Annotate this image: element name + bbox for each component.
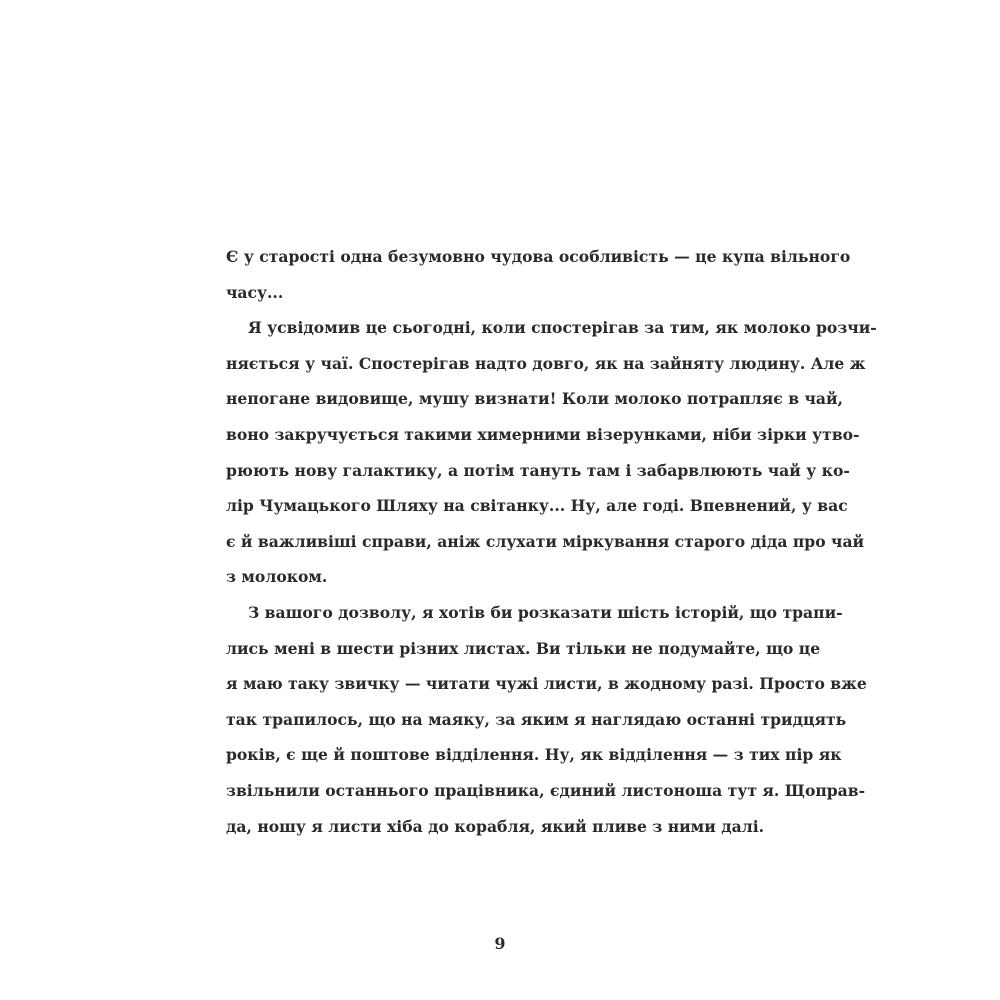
- body-text: [226, 239, 877, 844]
- text-line: є й важливіші справи, аніж слухати міркування старого діда про чай: [226, 531, 865, 551]
- text-line: років, є ще й поштове відділення. Ну, як відділення — з тих пір як: [226, 745, 842, 765]
- text-line: з молоком.: [226, 567, 328, 587]
- text-line: лір Чумацького Шляху на світанку... Ну, але годі. Впевнений, у вас: [226, 496, 848, 516]
- page-number: 9: [494, 934, 506, 953]
- text-line: я маю таку звичку — читати чужі листи, в жодному разі. Просто вже: [226, 674, 867, 694]
- text-line: да, ношу я листи хіба до корабля, який пливе з ними далі.: [226, 816, 765, 836]
- text-line: часу...: [226, 282, 284, 302]
- text-line: так трапилось, що на маяку, за яким я наглядаю останні тридцять: [226, 709, 847, 729]
- text-line: Я усвідомив це сьогодні, коли спостерігав за тим, як молоко розчи-: [248, 318, 877, 338]
- text-line: З вашого дозволу, я хотів би розказати шість історій, що трапи-: [248, 602, 843, 622]
- text-line: звільнили останнього працівника, єдиний листоноша тут я. Щоправ-: [226, 780, 866, 800]
- text-line: лись мені в шести різних листах. Ви тільки не подумайте, що це: [226, 638, 821, 658]
- text-line: няється у чаї. Спостерігав надто довго, як на зайняту людину. Але ж: [226, 353, 866, 373]
- text-line: непогане видовище, мушу визнати! Коли молоко потрапляє в чай,: [226, 389, 844, 409]
- text-line: воно закручується такими химерними візерунками, ніби зірки утво-: [226, 424, 860, 444]
- text-line: рюють нову галактику, а потім тануть там і забарвлюють чай у ко-: [226, 460, 850, 480]
- text-line: Є у старості одна безумовно чудова особливість — це купа вільного: [226, 247, 851, 266]
